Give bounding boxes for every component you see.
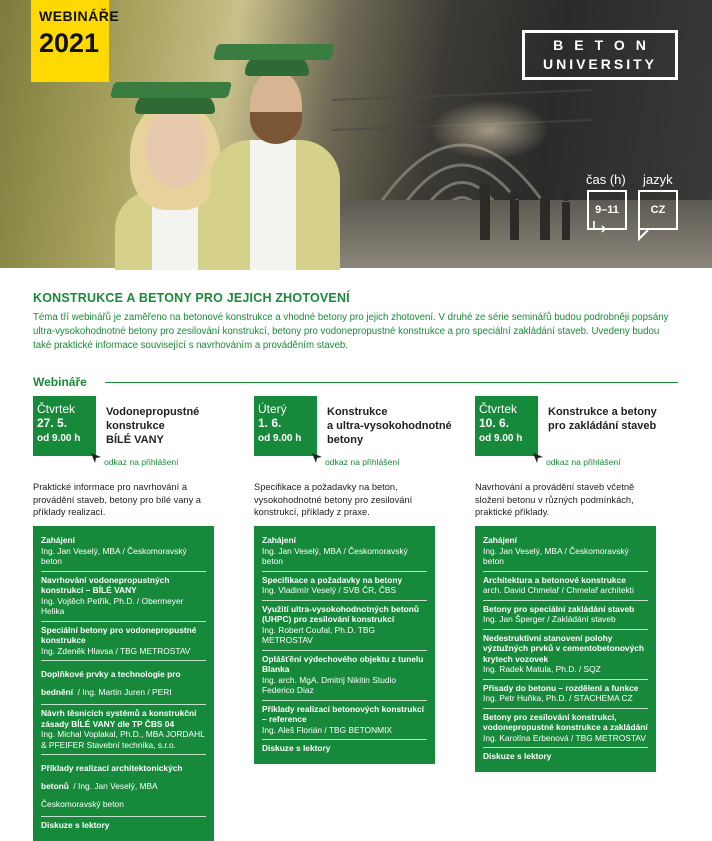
program-title: Oplášťění výdechového objektu z tunelu Blanka <box>262 653 424 674</box>
webinar-title <box>106 405 236 447</box>
program-title: Betony pro speciální zakládání staveb <box>483 603 635 614</box>
program-title: Betony pro zesilování konstrukcí, vodonepropustné konstrukce a zakládání <box>483 711 648 732</box>
program-speaker: / Ing. Martin Juren / PERI <box>77 687 172 697</box>
logo-line1: BETON <box>553 37 657 53</box>
program-title: Architektura a betonové konstrukce <box>483 574 626 585</box>
program-title: Zahájení <box>262 535 296 545</box>
title-line: pro zakládání staveb <box>548 420 657 432</box>
program-box-3 <box>475 526 656 772</box>
time-label: čas (h) <box>586 172 626 187</box>
webinar-date: 10. 6. <box>479 416 510 430</box>
program-title: Nedestruktivní stanovení polohy výztužných prvků v cementobetonových krytech vozovek <box>483 632 645 664</box>
program-item <box>483 630 648 680</box>
man-graduate <box>205 40 355 270</box>
language-value: CZ <box>650 204 666 216</box>
badge-year: 2021 <box>39 28 100 58</box>
time-value: 9–11 <box>595 204 619 216</box>
program-title: Přísady do betonu – rozdělení a funkce <box>483 682 639 693</box>
webinar-day: Čtvrtek <box>37 402 76 416</box>
program-box-1 <box>33 526 214 841</box>
webinar-description: Specifikace a požadavky na beton, vysokohodnotné betony pro zesilování konstrukcí, příklady z praxe. <box>254 482 413 517</box>
program-title: Příklady realizací architektonických betonů <box>41 763 183 791</box>
program-speaker: Ing. Karolína Erbenová / TBG METROSTAV <box>483 732 646 743</box>
program-speaker: Ing. Jan Veselý, MBA / Českomoravský beton <box>262 545 408 566</box>
date-box <box>254 396 317 456</box>
program-item <box>262 532 427 572</box>
program-speaker: arch. David Chmelař / Chmelař architekti <box>483 585 634 595</box>
program-item <box>41 532 206 572</box>
program-title: Diskuze s lektory <box>262 743 331 753</box>
program-item <box>483 680 648 709</box>
program-title: Speciální betony pro vodonepropustné konstrukce <box>41 624 197 645</box>
webinar-date: 27. 5. <box>37 416 68 430</box>
arrow-icon <box>593 220 607 234</box>
program-item <box>262 601 427 651</box>
program-speaker: Ing. Vojtěch Petřík, Ph.D. / Obermeyer Helika <box>41 595 184 616</box>
program-item <box>483 532 648 572</box>
intro-text: Téma tří webinářů je zaměřeno na betonové konstrukce a vhodné betony pro jejich zhotovení. V druhé ze série seminářů budou podrobněji popsány ultra-vysokohodnotné betony pro zesilování konstrukcí, betony pro vodonepropustné konstrukce a pro speciální zakládání staveb. Uvedeny budou také praktické informace související s navrhováním a prováděním staveb. <box>33 312 669 351</box>
program-title: Navrhování vodonepropustných konstrukcí – BÍLÉ VANY <box>41 574 170 595</box>
beton-university-logo <box>522 30 678 80</box>
program-speaker: Ing. Jan Veselý, MBA / Českomoravský beton <box>41 545 187 566</box>
title-line: betony <box>327 434 364 446</box>
title-line: Vodonepropustné <box>106 406 200 418</box>
program-box-2 <box>254 526 435 764</box>
webinars-badge <box>31 0 120 82</box>
time-box <box>587 190 627 230</box>
date-box <box>475 396 538 456</box>
tunnel-lights <box>430 100 550 160</box>
program-speaker: Ing. Michal Voplakal, Ph.D., MBA JORDAHL & PFEIFER Stavební technika, s.r.o. <box>41 729 205 750</box>
program-item <box>262 740 427 758</box>
program-item <box>41 622 206 662</box>
program-item <box>41 661 206 705</box>
program-item <box>41 817 206 835</box>
speech-tail-icon <box>638 230 652 240</box>
program-item <box>262 701 427 741</box>
program-speaker: Ing. Robert Coufal, Ph.D. TBG METROSTAV <box>262 624 375 645</box>
program-title: Diskuze s lektory <box>41 820 110 830</box>
program-item <box>41 755 206 817</box>
language-box <box>638 190 678 230</box>
page-title: KONSTRUKCE A BETONY PRO JEJICH ZHOTOVENÍ <box>33 291 350 305</box>
title-line: konstrukce <box>106 420 165 432</box>
webinar-description: Praktické informace pro navrhování a provádění staveb, betony pro bílé vany a příklady realizací. <box>33 482 201 517</box>
webinar-title <box>327 405 457 447</box>
program-item <box>483 572 648 601</box>
program-item <box>483 748 648 766</box>
section-divider <box>105 382 678 383</box>
cursor-icon <box>90 452 102 464</box>
webinar-date: 1. 6. <box>258 416 282 430</box>
cursor-icon <box>532 452 544 464</box>
program-speaker: Ing. Aleš Florián / TBG BETONMIX <box>262 724 393 735</box>
logo-line2: UNIVERSITY <box>542 56 657 72</box>
webinar-time: od 9.00 h <box>37 433 81 444</box>
title-line: Konstrukce <box>327 406 388 418</box>
webinar-day: Úterý <box>258 402 287 416</box>
registration-link[interactable]: odkaz na přihlášení <box>104 457 179 467</box>
webinar-day: Čtvrtek <box>479 402 518 416</box>
program-title: Využití ultra-vysokohodnotných betonů (UHPC) pro zesilování konstrukcí <box>262 603 419 624</box>
program-speaker: Ing. Vladimír Veselý / SVB ČR, ČBS <box>262 585 397 595</box>
program-item <box>262 572 427 601</box>
program-speaker: Ing. Jan Veselý, MBA / Českomoravský beton <box>483 545 629 566</box>
section-title: Webináře <box>33 375 87 389</box>
program-title: Diskuze s lektory <box>483 751 552 761</box>
program-title: Zahájení <box>483 535 517 545</box>
title-line: BÍLÉ VANY <box>106 434 164 446</box>
webinar-title <box>548 405 678 433</box>
program-title: Zahájení <box>41 535 75 545</box>
webinar-description: Navrhování a provádění staveb včetně složení betonu v různých podmínkách, praktické příklady. <box>475 482 635 517</box>
title-line: Konstrukce a betony <box>548 406 657 418</box>
program-item <box>483 709 648 749</box>
workers-silhouettes <box>470 180 580 250</box>
registration-link[interactable]: odkaz na přihlášení <box>325 457 400 467</box>
program-item <box>483 601 648 630</box>
program-item <box>41 705 206 755</box>
language-label: jazyk <box>643 172 673 187</box>
program-speaker: Ing. Petr Huňka, Ph.D. / STACHEMA CZ <box>483 693 633 703</box>
date-box <box>33 396 96 456</box>
badge-line1: WEBINÁŘE <box>39 8 120 24</box>
title-line: a ultra-vysokohodnotné <box>327 420 452 432</box>
program-title: Specifikace a požadavky na betony <box>262 574 403 585</box>
cursor-icon <box>311 452 323 464</box>
program-title: Návrh těsnicích systémů a konstrukční zásady BÍLÉ VANY dle TP ČBS 04 <box>41 708 197 729</box>
webinar-time: od 9.00 h <box>258 433 302 444</box>
program-speaker: / Ing. Jan Veselý, MBA Českomoravský beton <box>41 781 158 809</box>
webinar-time: od 9.00 h <box>479 433 523 444</box>
program-item <box>262 651 427 701</box>
program-speaker: Ing. Jan Šperger / Zakládání staveb <box>483 614 616 624</box>
program-item <box>41 572 206 622</box>
program-title: Příklady realizací betonových konstrukcí – reference <box>262 703 424 724</box>
program-speaker: Ing. Zdeněk Hlavsa / TBG METROSTAV <box>41 645 191 656</box>
hero-image <box>0 0 712 268</box>
program-speaker: Ing. Radek Matula, Ph.D. / SQZ <box>483 664 601 674</box>
registration-link[interactable]: odkaz na přihlášení <box>546 457 621 467</box>
program-title: Doplňkové prvky a technologie pro bednění <box>41 669 181 697</box>
program-speaker: Ing. arch. MgA. Dmitrij Nikitin Studio Federico Diaz <box>262 674 397 695</box>
